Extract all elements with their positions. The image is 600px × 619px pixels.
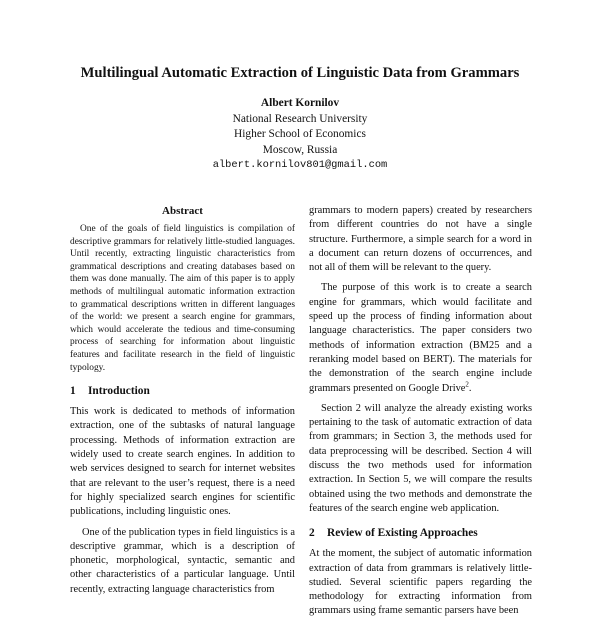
- author-email[interactable]: albert.kornilov801@gmail.com: [212, 159, 388, 172]
- footnote-mark[interactable]: 2: [465, 380, 469, 389]
- continued-paragraph: grammars to modern papers) created by researchers from different countries do not have a single structure. Furthermore, a simple search for a word in a document can return dozens of occurrences, and not all of them will be relevant to the query.: [309, 205, 532, 274]
- outline-paragraph: Section 2 will analyze the already existing works pertaining to the task of automatic extraction of data from grammars; in Section 3, the methods used for data preprocessing will be described. Section 4 will discuss the two methods used for information extraction. In Section 5, we will compare the results obtained using the two methods and demonstrate the features of the search engine web application.: [309, 402, 532, 514]
- right-column: [309, 204, 532, 619]
- paper-title: Multilingual Automatic Extraction of Linguistic Data from Grammars: [80, 65, 520, 81]
- intro-paragraph-2: One of the publication types in field linguistics is a descriptive grammar, which is a description of phonetic, morphological, syntactic, semantic and other characteristics of a particular language. Until recently, extracting language characteristics from: [70, 526, 295, 595]
- abstract-text: One of the goals of field linguistics is compilation of descriptive grammars for relatively little-studied languages. Until recently, extracting linguistic characteristics from grammatical descriptions and creating databases based on them was done manually. The aim of this paper is to apply methods of multilingual automatic information extraction to grammatical descriptions written in different languages of the world: we present a search engine for grammars, which would accelerate the tedious and time-consuming process of searching for information about linguistic features and facilitate research in the field of linguistic typology.: [70, 224, 295, 373]
- section-2-heading: [309, 526, 532, 541]
- purpose-end: .: [468, 382, 472, 394]
- section-1-number: 1: [70, 385, 76, 398]
- purpose-paragraph: [309, 281, 532, 395]
- author-location: Moscow, Russia: [262, 143, 338, 156]
- abstract-heading: Abstract: [162, 205, 203, 217]
- author-affiliation-2: Higher School of Economics: [234, 128, 366, 141]
- author-block: [0, 96, 600, 174]
- review-paragraph-1: At the moment, the subject of automatic information extraction of data from grammars is relatively little-studied. Several scientific papers regarding the methodology for extracting information from grammars using frame semantic parsers have been: [309, 548, 532, 617]
- intro-paragraph-1: This work is dedicated to methods of information extraction, one of the subtasks of natural language processing. Methods of information extraction are widely used to create search engines. In addition to web services designed to search for internet websites that are relevant to the user’s request, there is a need for highly specialized search engines for scientific publications, including linguistic ones.: [70, 406, 295, 518]
- section-1-heading: [70, 384, 295, 399]
- section-2-number: 2: [309, 527, 315, 540]
- author-affiliation-1: National Research University: [232, 112, 368, 125]
- author-name: Albert Kornilov: [260, 97, 340, 109]
- section-1-title: Introduction: [88, 385, 150, 398]
- left-column: [70, 204, 295, 597]
- purpose-text: The purpose of this work is to create a search engine for grammars, which would facilitate and speed up the process of finding information about language characteristics. The paper considers two methods of information extraction (BM25 and a reranking model based on BERT). The materials for the demonstration of the search engine include grammars presented on Google Drive: [309, 282, 532, 394]
- section-2-title: Review of Existing Approaches: [327, 527, 478, 540]
